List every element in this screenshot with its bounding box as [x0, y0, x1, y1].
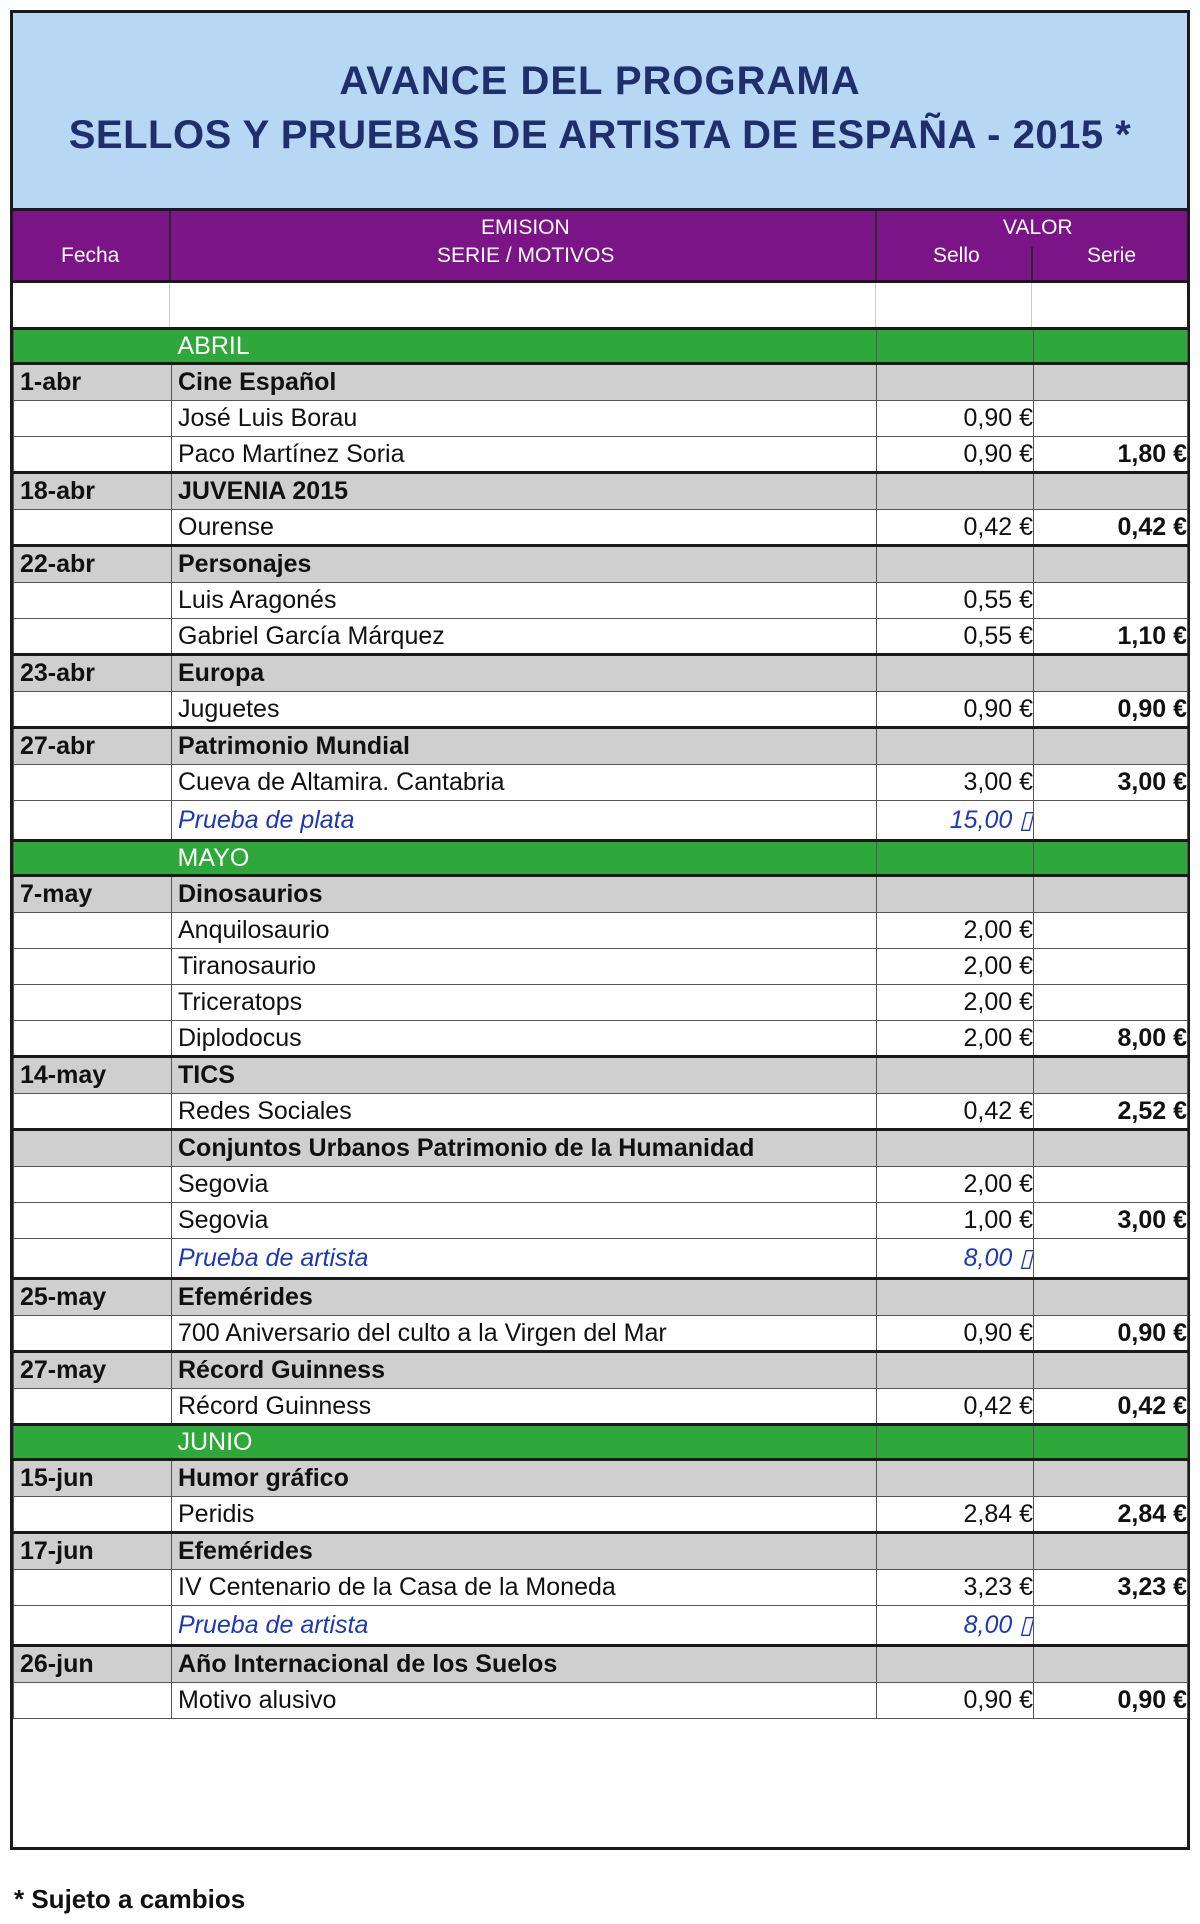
row-serie [1034, 1130, 1188, 1167]
header-serie: Serie [1087, 244, 1137, 267]
row-date [14, 913, 172, 949]
row-date [14, 949, 172, 985]
row-sello: 8,00 ▯ [877, 1239, 1034, 1279]
row-serie [1034, 1352, 1188, 1389]
row-date [14, 510, 172, 546]
series-row [14, 655, 1188, 692]
row-date: 23-abr [14, 655, 172, 692]
row-name: Humor gráfico [172, 1460, 877, 1497]
row-name: Motivo alusivo [172, 1683, 877, 1719]
table-header [13, 211, 1187, 283]
header-serie-motivos: SERIE / MOTIVOS [437, 244, 615, 267]
row-serie [1034, 876, 1188, 913]
row-serie [1034, 1646, 1188, 1683]
row-name: Ourense [172, 510, 877, 546]
table-row [14, 692, 1188, 728]
row-date: 22-abr [14, 546, 172, 583]
row-sello: 8,00 ▯ [877, 1606, 1034, 1646]
row-date: 1-abr [14, 364, 172, 401]
stamp-program-table [13, 327, 1188, 1719]
row-name: Europa [172, 655, 877, 692]
row-serie [1034, 546, 1188, 583]
table-row [14, 1683, 1188, 1719]
row-name: ABRIL [172, 329, 877, 364]
row-date [14, 583, 172, 619]
table-row [14, 913, 1188, 949]
row-date [14, 1425, 172, 1460]
row-date [14, 329, 172, 364]
row-sello: 2,00 € [877, 1167, 1034, 1203]
row-name: 700 Aniversario del culto a la Virgen del Mar [172, 1316, 877, 1352]
row-name: Año Internacional de los Suelos [172, 1646, 877, 1683]
row-serie [1034, 985, 1188, 1021]
row-serie [1034, 401, 1188, 437]
row-sello [877, 1352, 1034, 1389]
row-sello: 15,00 ▯ [877, 801, 1034, 841]
series-row [14, 1533, 1188, 1570]
row-name: MAYO [172, 841, 877, 876]
row-date [14, 1021, 172, 1057]
row-name: Récord Guinness [172, 1389, 877, 1425]
row-sello [877, 1646, 1034, 1683]
row-sello [877, 546, 1034, 583]
row-serie: 3,00 € [1034, 765, 1188, 801]
month-row [14, 329, 1188, 364]
row-name: Diplodocus [172, 1021, 877, 1057]
row-sello: 2,00 € [877, 1021, 1034, 1057]
row-name: Cueva de Altamira. Cantabria [172, 765, 877, 801]
row-serie [1034, 1239, 1188, 1279]
row-date [14, 801, 172, 841]
row-serie: 0,90 € [1034, 692, 1188, 728]
row-date [14, 437, 172, 473]
row-date [14, 1316, 172, 1352]
row-serie: 0,42 € [1034, 510, 1188, 546]
row-serie [1034, 913, 1188, 949]
row-serie: 8,00 € [1034, 1021, 1188, 1057]
row-name: Prueba de plata [172, 801, 877, 841]
row-name: JUNIO [172, 1425, 877, 1460]
proof-row [14, 1239, 1188, 1279]
header-valor: VALOR [1003, 216, 1073, 239]
title-line-1: AVANCE DEL PROGRAMA [339, 59, 861, 103]
row-sello: 0,90 € [877, 1316, 1034, 1352]
row-serie [1034, 583, 1188, 619]
table-row [14, 437, 1188, 473]
title-banner [13, 13, 1187, 211]
series-row [14, 546, 1188, 583]
table-row [14, 1167, 1188, 1203]
row-date [14, 985, 172, 1021]
row-name: Cine Español [172, 364, 877, 401]
row-sello [877, 728, 1034, 765]
table-row [14, 510, 1188, 546]
row-date: 25-may [14, 1279, 172, 1316]
row-name: Récord Guinness [172, 1352, 877, 1389]
table-row [14, 1570, 1188, 1606]
row-date: 17-jun [14, 1533, 172, 1570]
row-name: Patrimonio Mundial [172, 728, 877, 765]
row-name: José Luis Borau [172, 401, 877, 437]
row-sello [877, 473, 1034, 510]
table-row [14, 1203, 1188, 1239]
table-row [14, 1389, 1188, 1425]
series-row [14, 1130, 1188, 1167]
series-row [14, 876, 1188, 913]
row-name: Peridis [172, 1497, 877, 1533]
table-row [14, 619, 1188, 655]
row-date: 27-abr [14, 728, 172, 765]
header-spacer [13, 283, 1187, 327]
series-row [14, 1460, 1188, 1497]
row-serie: 2,84 € [1034, 1497, 1188, 1533]
row-sello [877, 1130, 1034, 1167]
row-sello: 3,00 € [877, 765, 1034, 801]
row-name: TICS [172, 1057, 877, 1094]
row-date [14, 841, 172, 876]
table-row [14, 949, 1188, 985]
footnote: * Sujeto a cambios [14, 1884, 246, 1914]
row-sello [877, 655, 1034, 692]
row-serie [1034, 949, 1188, 985]
row-serie [1034, 1425, 1188, 1460]
row-sello: 1,00 € [877, 1203, 1034, 1239]
row-name: Dinosaurios [172, 876, 877, 913]
row-date [14, 1130, 172, 1167]
row-sello: 0,90 € [877, 437, 1034, 473]
row-name: Gabriel García Márquez [172, 619, 877, 655]
row-date [14, 1497, 172, 1533]
row-serie [1034, 473, 1188, 510]
row-sello: 0,55 € [877, 583, 1034, 619]
header-sello: Sello [933, 244, 980, 267]
month-row [14, 1425, 1188, 1460]
proof-row [14, 1606, 1188, 1646]
table-row [14, 401, 1188, 437]
row-sello: 0,90 € [877, 692, 1034, 728]
row-sello: 0,90 € [877, 401, 1034, 437]
row-serie [1034, 1167, 1188, 1203]
row-serie [1034, 728, 1188, 765]
row-date [14, 1239, 172, 1279]
row-serie [1034, 329, 1188, 364]
row-date: 27-may [14, 1352, 172, 1389]
header-emision: EMISION [481, 216, 570, 239]
row-serie [1034, 655, 1188, 692]
row-sello [877, 1460, 1034, 1497]
row-name: Segovia [172, 1167, 877, 1203]
row-name: Redes Sociales [172, 1094, 877, 1130]
row-serie [1034, 1460, 1188, 1497]
row-serie: 0,42 € [1034, 1389, 1188, 1425]
row-name: Tiranosaurio [172, 949, 877, 985]
row-sello [877, 876, 1034, 913]
row-serie [1034, 841, 1188, 876]
row-date [14, 1389, 172, 1425]
row-serie: 1,80 € [1034, 437, 1188, 473]
table-row [14, 1316, 1188, 1352]
row-serie: 2,52 € [1034, 1094, 1188, 1130]
table-row [14, 583, 1188, 619]
row-name: Anquilosaurio [172, 913, 877, 949]
header-fecha: Fecha [61, 244, 120, 267]
row-date: 15-jun [14, 1460, 172, 1497]
row-name: Luis Aragonés [172, 583, 877, 619]
series-row [14, 728, 1188, 765]
row-name: Conjuntos Urbanos Patrimonio de la Humanidad [172, 1130, 877, 1167]
row-name: Paco Martínez Soria [172, 437, 877, 473]
row-sello [877, 1425, 1034, 1460]
row-date [14, 1683, 172, 1719]
program-table-frame [10, 10, 1190, 1850]
row-serie [1034, 1533, 1188, 1570]
row-sello [877, 329, 1034, 364]
row-sello: 2,00 € [877, 913, 1034, 949]
row-name: Prueba de artista [172, 1606, 877, 1646]
series-row [14, 364, 1188, 401]
row-serie: 1,10 € [1034, 619, 1188, 655]
row-serie: 3,00 € [1034, 1203, 1188, 1239]
series-row [14, 473, 1188, 510]
row-name: Efemérides [172, 1279, 877, 1316]
row-name: IV Centenario de la Casa de la Moneda [172, 1570, 877, 1606]
row-date [14, 1570, 172, 1606]
row-serie: 3,23 € [1034, 1570, 1188, 1606]
row-sello: 2,00 € [877, 985, 1034, 1021]
series-row [14, 1646, 1188, 1683]
row-date [14, 692, 172, 728]
row-serie [1034, 801, 1188, 841]
row-serie: 0,90 € [1034, 1316, 1188, 1352]
row-serie [1034, 1606, 1188, 1646]
title-line-2: SELLOS Y PRUEBAS DE ARTISTA DE ESPAÑA - 2015 * [68, 113, 1132, 157]
row-name: Prueba de artista [172, 1239, 877, 1279]
row-date [14, 619, 172, 655]
row-date: 26-jun [14, 1646, 172, 1683]
row-name: Personajes [172, 546, 877, 583]
series-row [14, 1279, 1188, 1316]
row-name: Juguetes [172, 692, 877, 728]
table-row [14, 985, 1188, 1021]
table-row [14, 765, 1188, 801]
row-sello [877, 1279, 1034, 1316]
proof-row [14, 801, 1188, 841]
row-sello: 0,55 € [877, 619, 1034, 655]
series-row [14, 1057, 1188, 1094]
row-date [14, 401, 172, 437]
row-sello [877, 1057, 1034, 1094]
row-date: 14-may [14, 1057, 172, 1094]
row-date [14, 765, 172, 801]
row-serie: 0,90 € [1034, 1683, 1188, 1719]
table-row [14, 1094, 1188, 1130]
row-name: JUVENIA 2015 [172, 473, 877, 510]
row-name: Efemérides [172, 1533, 877, 1570]
row-name: Segovia [172, 1203, 877, 1239]
row-sello: 2,84 € [877, 1497, 1034, 1533]
row-date [14, 1606, 172, 1646]
month-row [14, 841, 1188, 876]
row-serie [1034, 1057, 1188, 1094]
row-serie [1034, 1279, 1188, 1316]
row-date: 7-may [14, 876, 172, 913]
row-sello [877, 841, 1034, 876]
row-sello: 0,42 € [877, 510, 1034, 546]
row-sello: 0,42 € [877, 1389, 1034, 1425]
row-sello: 0,90 € [877, 1683, 1034, 1719]
row-date: 18-abr [14, 473, 172, 510]
row-sello [877, 364, 1034, 401]
table-row [14, 1497, 1188, 1533]
table-row [14, 1021, 1188, 1057]
row-serie [1034, 364, 1188, 401]
row-sello: 2,00 € [877, 949, 1034, 985]
row-date [14, 1167, 172, 1203]
row-date [14, 1094, 172, 1130]
series-row [14, 1352, 1188, 1389]
row-name: Triceratops [172, 985, 877, 1021]
row-date [14, 1203, 172, 1239]
row-sello [877, 1533, 1034, 1570]
row-sello: 3,23 € [877, 1570, 1034, 1606]
row-sello: 0,42 € [877, 1094, 1034, 1130]
